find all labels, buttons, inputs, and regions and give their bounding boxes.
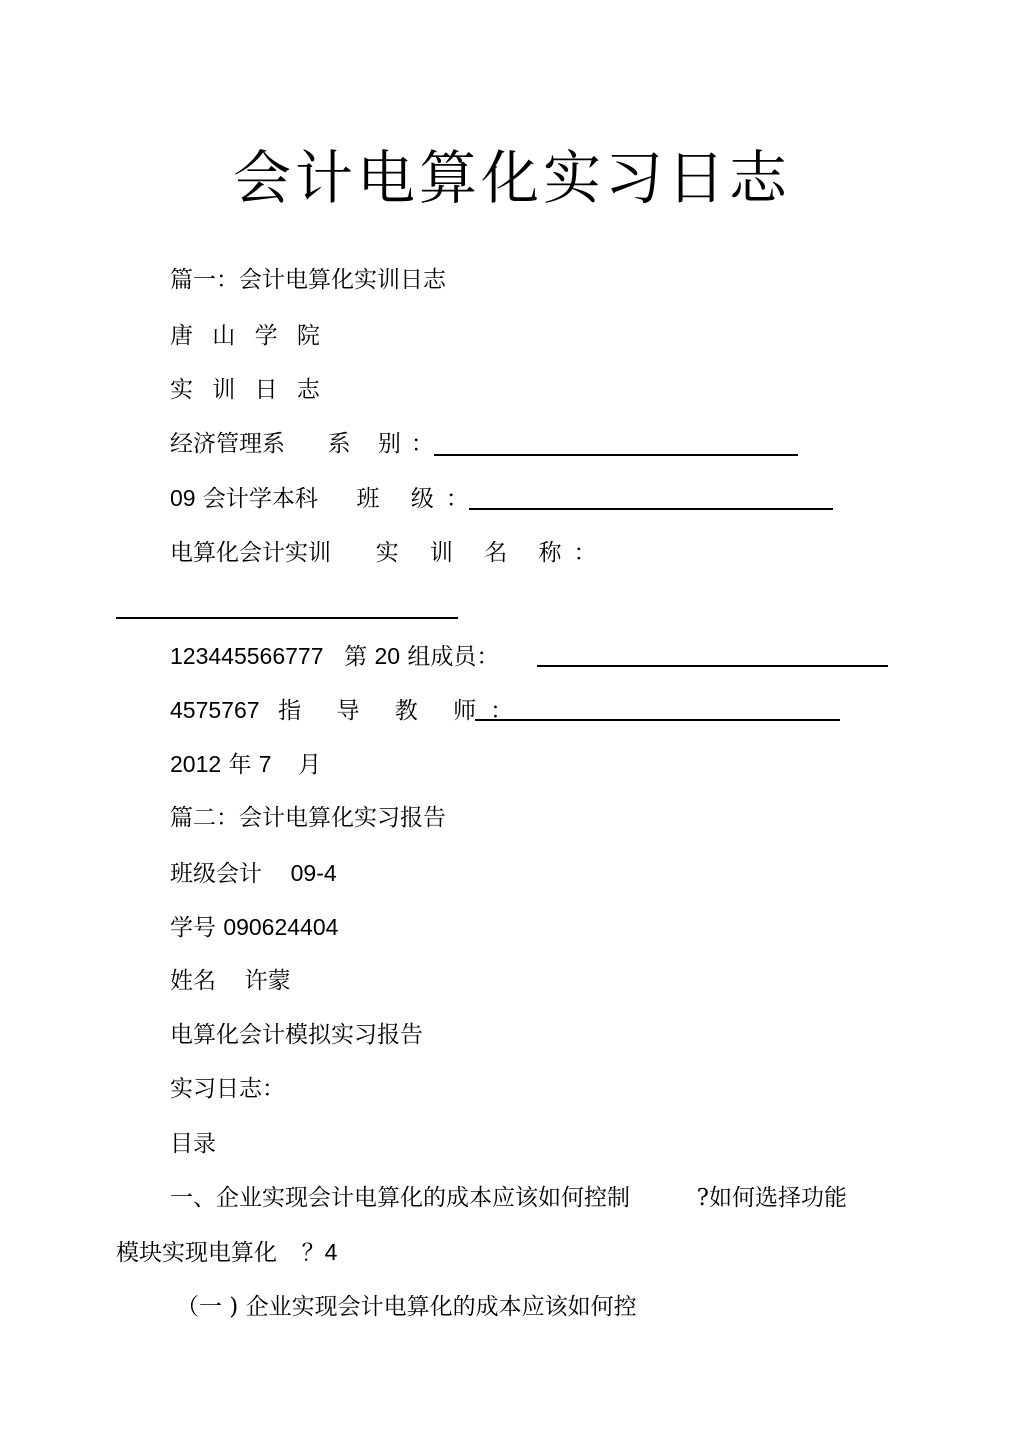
log-label: 实 训 日 志 xyxy=(170,377,326,403)
toc-item-1-1-number: （一 ) xyxy=(176,1294,239,1320)
class-major: 会计学本科 xyxy=(202,486,318,512)
group-code: 123445566777 xyxy=(170,643,324,669)
section-heading-1: 篇一：会计电算化实训日志 xyxy=(170,267,446,293)
group-members-blank[interactable] xyxy=(537,665,888,667)
class-info-label: 班级会计 xyxy=(170,861,262,887)
group-members-label: 组成员： xyxy=(407,644,500,670)
training-name-blank[interactable] xyxy=(116,617,458,619)
instructor-code: 4575767 xyxy=(170,697,260,723)
class-blank[interactable] xyxy=(469,508,833,510)
instructor-label: 指 导 教 师： xyxy=(278,698,528,724)
student-id-value: 090624404 xyxy=(223,914,339,940)
date-year-unit: 年 xyxy=(228,752,252,778)
date-month: 7 xyxy=(258,751,272,777)
department-label: 系 别： xyxy=(327,431,444,457)
group-members-line xyxy=(170,640,499,673)
student-name-label: 姓名 xyxy=(170,968,216,994)
group-prefix: 第 xyxy=(344,644,368,670)
toc-item-1 xyxy=(170,1182,847,1214)
class-info-value: 09-4 xyxy=(290,860,337,886)
student-name-line xyxy=(170,965,291,997)
department-blank[interactable] xyxy=(434,454,798,456)
training-name-line xyxy=(170,537,609,569)
student-id-line xyxy=(170,911,338,944)
group-number: 20 xyxy=(374,643,401,669)
class-label: 班 级： xyxy=(356,486,481,512)
log-heading: 实习日志： xyxy=(170,1076,285,1102)
document-title: 会计电算化实习日志 xyxy=(232,144,791,212)
class-line xyxy=(170,482,481,515)
toc-item-1-text: 一、企业实现会计电算化的成本应该如何控制 xyxy=(170,1185,630,1211)
date-month-unit: 月 xyxy=(298,752,322,778)
toc-item-1-cont: ?如何选择功能 xyxy=(696,1185,847,1211)
student-id-label: 学号 xyxy=(170,915,216,941)
department-line xyxy=(170,428,444,460)
department-value: 经济管理系 xyxy=(170,431,285,457)
student-name-value: 许蒙 xyxy=(244,968,291,994)
toc-item-1-1-text: 企业实现会计电算化的成本应该如何控 xyxy=(245,1294,637,1320)
section-heading-2: 篇二：会计电算化实习报告 xyxy=(170,805,446,831)
instructor-line xyxy=(170,694,527,727)
training-name-value: 电算化会计实训 xyxy=(170,540,331,566)
training-name-label: 实 训 名 称： xyxy=(375,540,609,566)
class-year: 09 xyxy=(170,485,196,511)
date-line xyxy=(170,748,321,781)
toc-item-1-page: ？4 xyxy=(301,1239,338,1265)
toc-item-1-wrap-text: 模块实现电算化 xyxy=(116,1240,277,1266)
report-title: 电算化会计模拟实习报告 xyxy=(170,1022,423,1048)
date-year: 2012 xyxy=(170,751,222,777)
toc-item-1-wrap xyxy=(116,1236,337,1269)
instructor-blank[interactable] xyxy=(475,719,840,721)
class-info-line xyxy=(170,857,337,890)
toc-item-1-1 xyxy=(176,1291,637,1323)
toc-heading: 目录 xyxy=(170,1131,216,1157)
school-name: 唐 山 学 院 xyxy=(170,323,326,349)
